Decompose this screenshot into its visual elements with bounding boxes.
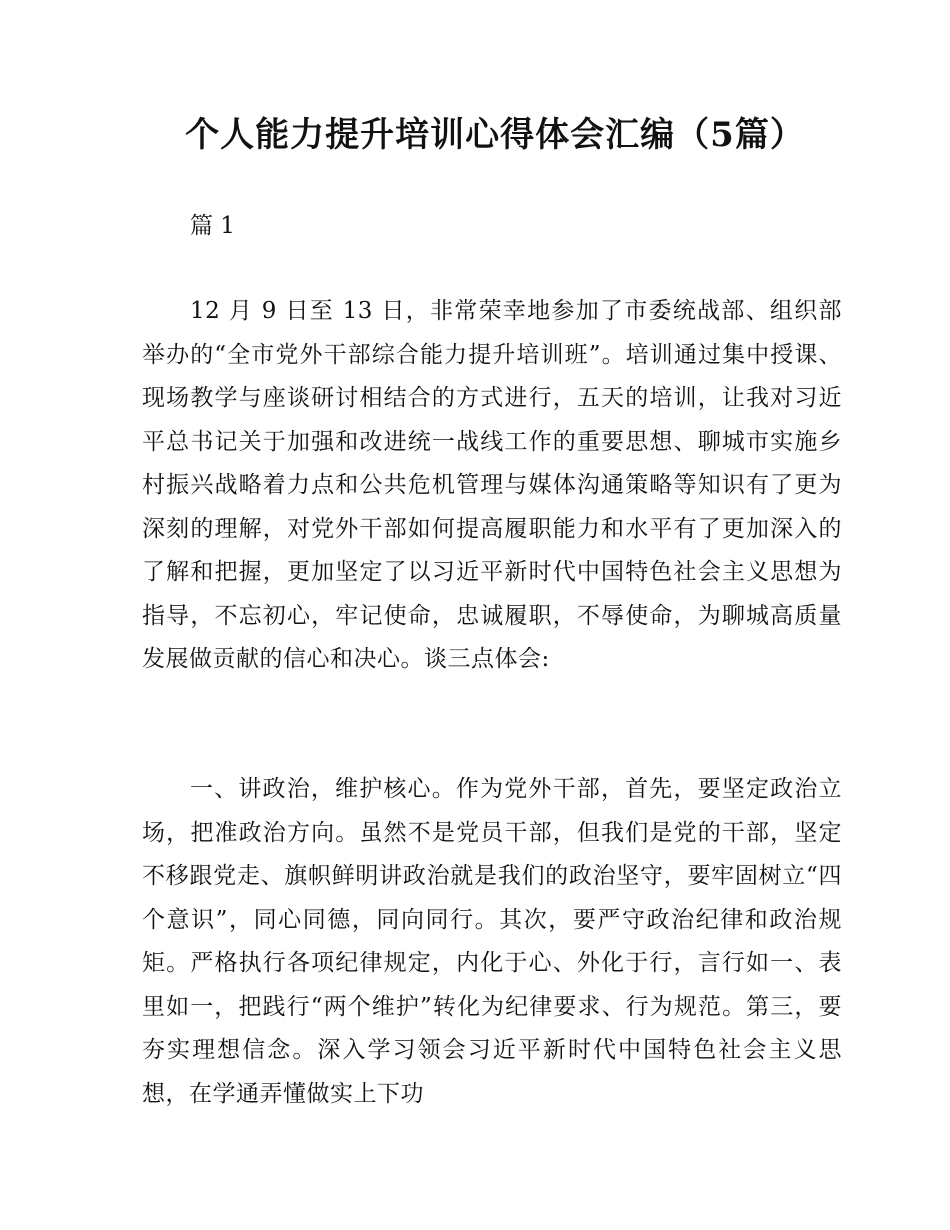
document-title: 个人能力提升培训心得体会汇编（5篇）	[185, 115, 805, 155]
section-label: 篇 1	[190, 213, 235, 239]
body-paragraph-2: 一、讲政治，维护核心。作为党外干部，首先，要坚定政治立场，把准政治方向。虽然不是党员干部，但我们是党的干部，坚定不移跟党走、旗帜鲜明讲政治就是我们的政治坚守，要牢固树立“四个意识”，同心同德，同向同行。其次，要严守政治纪律和政治规矩。严格执行各项纪律规定，内化于心、外化于行，言行如一、表里如一，把践行“两个维护”转化为纪律要求、行为规范。第三，要夯实理想信念。深入学习领会习近平新时代中国特色社会主义思想，在学通弄懂做实上下功	[142, 776, 842, 1107]
body-paragraph-1: 12 月 9 日至 13 日，非常荣幸地参加了市委统战部、组织部举办的“全市党外干部综合能力提升培训班”。培训通过集中授课、现场教学与座谈研讨相结合的方式进行，五天的培训，让我对习近平总书记关于加强和改进统一战线工作的重要思想、聊城市实施乡村振兴战略着力点和公共危机管理与媒体沟通策略等知识有了更为深刻的理解，对党外干部如何提高履职能力和水平有了更加深入的了解和把握，更加坚定了以习近平新时代中国特色社会主义思想为指导，不忘初心，牢记使命，忠诚履职，不辱使命，为聊城高质量发展做贡献的信心和决心。谈三点体会:	[142, 298, 842, 672]
